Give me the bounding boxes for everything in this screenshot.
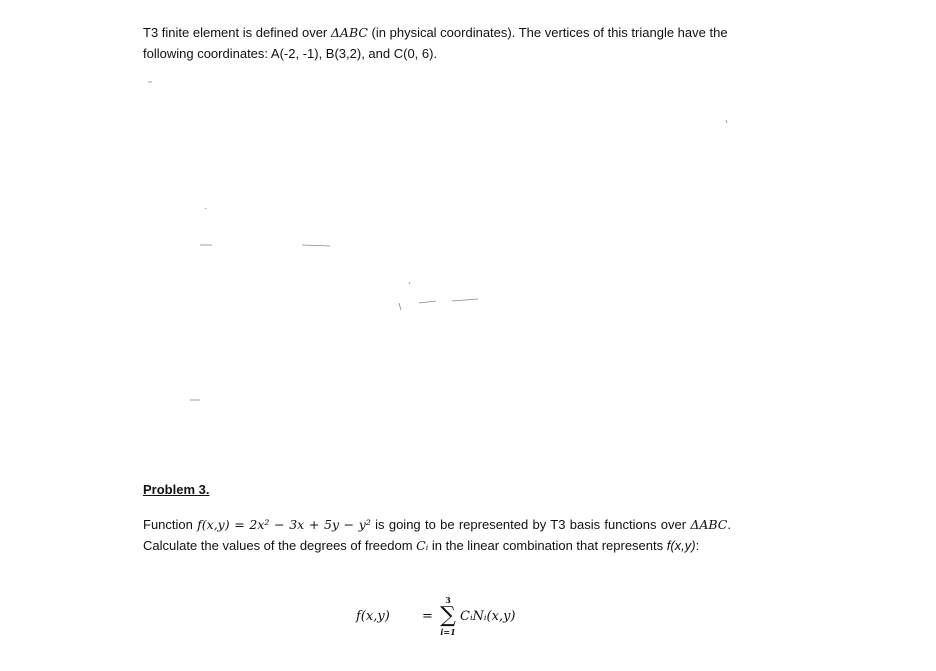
formula-rhs: CᵢNᵢ(x,y) xyxy=(460,609,516,624)
sigma-symbol: ∑ xyxy=(440,603,456,628)
problem-text-3: . Calculate the values of the degrees of freedom xyxy=(143,517,731,553)
intro-text-2: (in physical coordinates). The vertices of this triangle have the following coordinates: A(-2, -1), B(3,2), and C(0, 6). xyxy=(143,25,728,61)
fxy-text: f(x,y) xyxy=(666,538,696,553)
function-expression: f(x,y) = 2x² − 3x + 5y − y² xyxy=(197,517,371,532)
problem-text-2: is going to be represented by T3 basis functions over xyxy=(370,517,691,532)
problem-heading: Problem 3. xyxy=(143,482,210,497)
problem-paragraph xyxy=(143,514,731,556)
triangle-symbol-2: ΔABC xyxy=(690,517,728,532)
formula-lhs: f(x,y) xyxy=(356,609,390,624)
formula-equals: = xyxy=(422,609,433,624)
problem-text-1: Function xyxy=(143,517,198,532)
problem-text-4: in the linear combination that represents xyxy=(428,538,667,553)
intro-text-1: T3 finite element is defined over xyxy=(143,25,331,40)
sum-lower-limit: i=1 xyxy=(440,627,456,637)
dof-symbol: Cᵢ xyxy=(416,538,429,553)
linear-combination-formula xyxy=(356,596,586,648)
triangle-symbol: ΔABC xyxy=(330,25,368,40)
problem-text-5: : xyxy=(695,538,700,553)
summation xyxy=(438,596,458,637)
sum-upper-limit: 3 xyxy=(445,595,451,605)
